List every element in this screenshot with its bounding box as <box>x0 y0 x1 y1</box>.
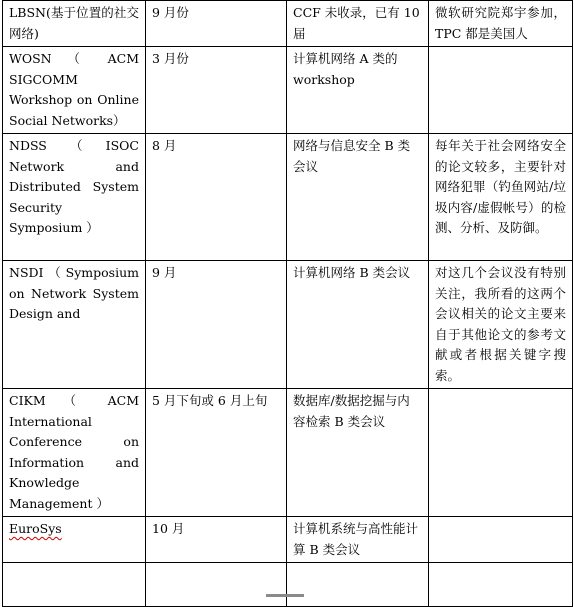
conference-notes <box>429 47 573 134</box>
conference-name: CIKM （ ACM International Conference on Information and Knowledge Management ） <box>3 389 146 517</box>
conference-name: NSDI（Symposium on Network System Design and <box>3 261 146 389</box>
conference-time: 3 月份 <box>146 47 287 134</box>
table-row <box>3 47 573 134</box>
conference-rank <box>287 563 429 607</box>
conference-name: EuroSys <box>9 521 62 536</box>
table-row <box>3 389 573 517</box>
conference-time: 9 月份 <box>146 1 287 47</box>
conference-time: 5 月下旬或 6 月上旬 <box>146 389 287 517</box>
table-row <box>3 1 573 47</box>
table-row <box>3 134 573 261</box>
conference-notes <box>429 517 573 563</box>
conference-notes: 每年关于社会网络安全的论文较多，主要针对网络犯罪（钓鱼网站/垃圾内容/虚假帐号）的检测、分析、及防御。 <box>429 134 573 261</box>
conference-rank: CCF 未收录，已有 10 届 <box>287 1 429 47</box>
conference-time: 9 月 <box>146 261 287 389</box>
conference-name <box>3 563 146 607</box>
conference-rank: 计算机网络 B 类会议 <box>287 261 429 389</box>
conference-rank: 计算机网络 A 类的 workshop <box>287 47 429 134</box>
conference-notes <box>429 563 573 607</box>
conference-time <box>146 563 287 607</box>
table-row <box>3 261 573 389</box>
conference-table <box>2 0 573 607</box>
conference-name: LBSN(基于位置的社交网络) <box>3 1 146 47</box>
conference-rank: 网络与信息安全 B 类会议 <box>287 134 429 261</box>
conference-rank: 计算机系统与高性能计算 B 类会议 <box>287 517 429 563</box>
conference-time: 10 月 <box>146 517 287 563</box>
conference-notes: 对这几个会议没有特别关注，我所看的这两个会议相关的论文主要来自于其他论文的参考文献或者根据关键字搜索。 <box>429 261 573 389</box>
conference-rank: 数据库/数据挖掘与内容检索 B 类会议 <box>287 389 429 517</box>
conference-name: WOSN （ ACM SIGCOMM Workshop on Online Social Networks） <box>3 47 146 134</box>
conference-notes <box>429 389 573 517</box>
table-row <box>3 563 573 607</box>
conference-name: NDSS（ISOC Network and Distributed System Security Symposium ） <box>3 134 146 261</box>
conference-time: 8 月 <box>146 134 287 261</box>
table-row <box>3 517 573 563</box>
conference-notes: 微软研究院郑宇参加，TPC 都是美国人 <box>429 1 573 47</box>
